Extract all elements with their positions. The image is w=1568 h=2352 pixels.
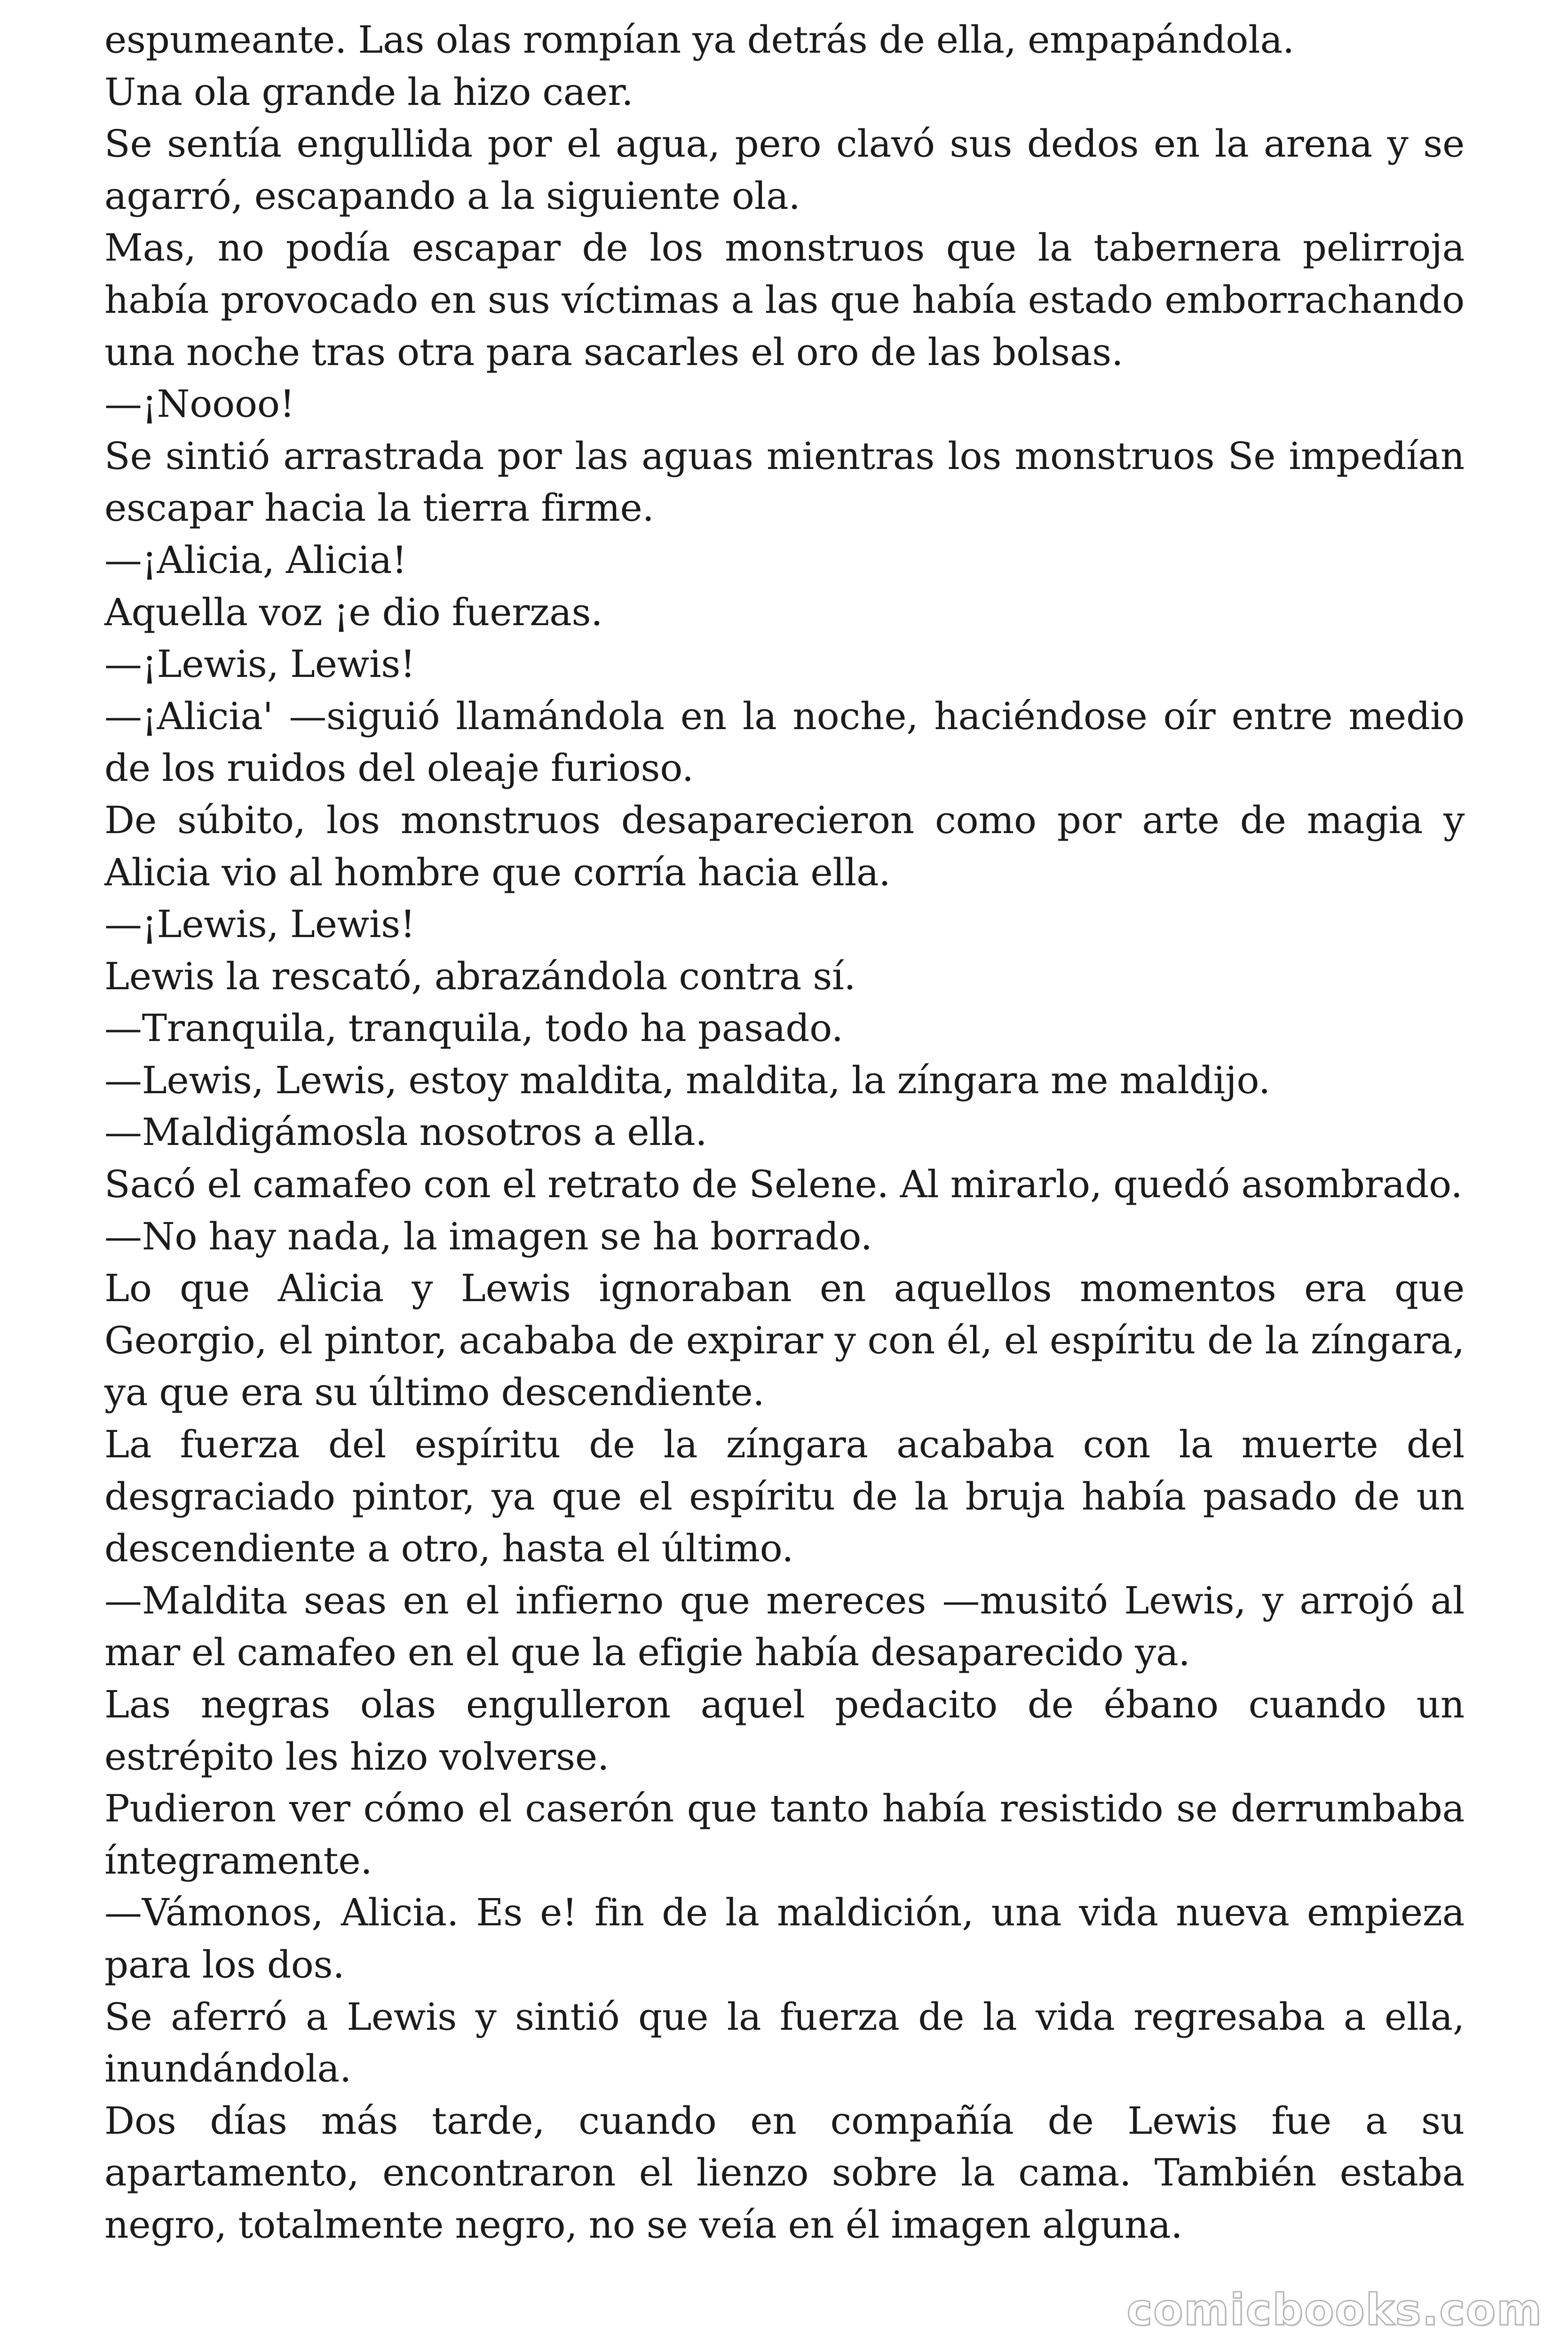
paragraph: Lo que Alicia y Lewis ignoraban en aquellos momentos era que Georgio, el pintor, acababa de expirar y con él, el espíritu de la zíngara, ya que era su último descendiente. (104, 1266, 1465, 1414)
paragraph: De súbito, los monstruos desaparecieron como por arte de magia y Alicia vio al hombre que corría hacia ella. (104, 798, 1465, 894)
paragraph: espumeante. Las olas rompían ya detrás de ella, empapándola. (104, 18, 1294, 62)
paragraph: Aquella voz ¡e dio fuerzas. (104, 590, 603, 634)
dialogue-line: —Maldigámosla nosotros a ella. (104, 1110, 707, 1154)
paragraph: Una ola grande la hizo caer. (104, 70, 634, 114)
paragraph: Mas, no podía escapar de los monstruos que la tabernera pelirroja había provocado en sus víctimas a las que había estado emborrachando una noche tras otra para sacarles el oro de las bolsas. (104, 226, 1465, 374)
paragraph: Se sentía engullida por el agua, pero clavó sus dedos en la arena y se agarró, escapando a la siguiente ola. (104, 122, 1465, 218)
paragraph: Se aferró a Lewis y sintió que la fuerza de la vida regresaba a ella, inundándola. (104, 1994, 1465, 2091)
paragraph: Pudieron ver cómo el caserón que tanto había resistido se derrumbaba íntegramente. (104, 1787, 1465, 1883)
dialogue-line: —Lewis, Lewis, estoy maldita, maldita, la zíngara me maldijo. (104, 1058, 1271, 1102)
dialogue-line: —Maldita seas en el infierno que mereces —musitó Lewis, y arrojó al mar el camafeo en el que la efigie había desaparecido ya. (104, 1578, 1465, 1675)
watermark-logo: comicbooks.com (1126, 2285, 1543, 2335)
dialogue-line: —¡Noooo! (104, 382, 295, 426)
dialogue-line: —Vámonos, Alicia. Es e! fin de la maldición, una vida nueva empieza para los dos. (104, 1891, 1465, 1986)
dialogue-line: —Tranquila, tranquila, todo ha pasado. (104, 1006, 843, 1050)
paragraph: Dos días más tarde, cuando en compañía de Lewis fue a su apartamento, encontraron el lienzo sobre la cama. También estaba negro, totalmente negro, no se veía en él imagen alguna. (104, 2098, 1465, 2247)
paragraph: Se sintió arrastrada por las aguas mientras los monstruos Se impedían escapar hacia la tierra firme. (104, 434, 1465, 530)
paragraph: Lewis la rescató, abrazándola contra sí. (104, 954, 856, 998)
dialogue-line: —¡Lewis, Lewis! (104, 902, 415, 946)
dialogue-line: —¡Alicia, Alicia! (104, 538, 407, 582)
paragraph: Las negras olas engulleron aquel pedacito de ébano cuando un estrépito les hizo volverse. (104, 1683, 1465, 1779)
dialogue-line: —No hay nada, la imagen se ha borrado. (104, 1214, 872, 1258)
dialogue-line: —¡Lewis, Lewis! (104, 642, 415, 686)
paragraph: Sacó el camafeo con el retrato de Selene. Al mirarlo, quedó asombrado. (104, 1162, 1463, 1207)
paragraph: La fuerza del espíritu de la zíngara acababa con la muerte del desgraciado pintor, ya que el espíritu de la bruja había pasado de un descendiente a otro, hasta el último. (104, 1422, 1465, 1571)
dialogue-line: —¡Alicia' —siguió llamándola en la noche, haciéndose oír entre medio de los ruidos del oleaje furioso. (104, 694, 1465, 790)
body-text (104, 14, 1465, 2251)
